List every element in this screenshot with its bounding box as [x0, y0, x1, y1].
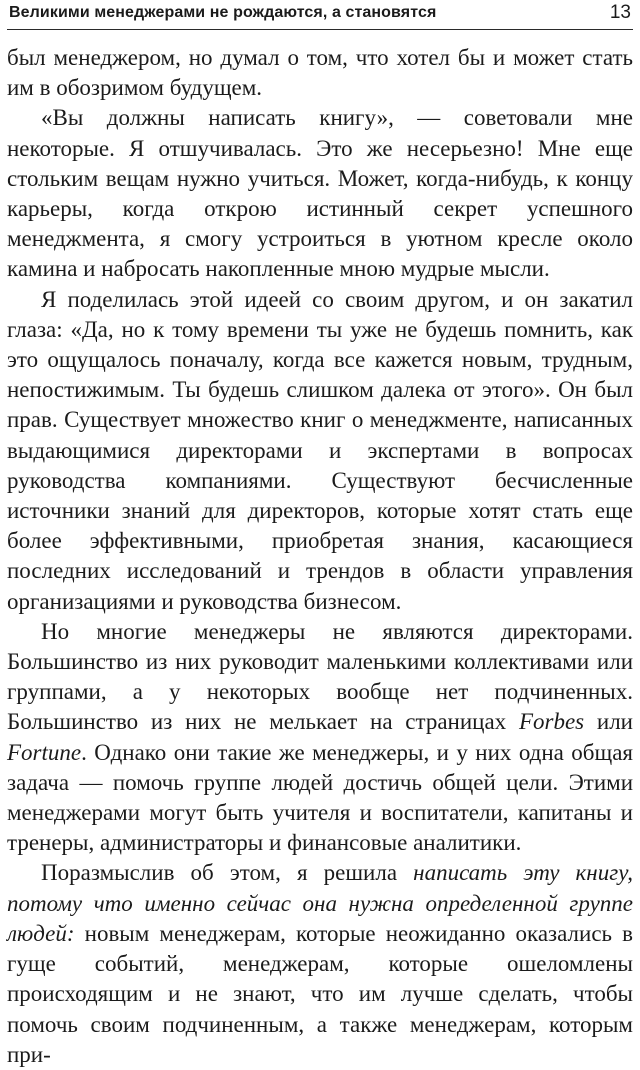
paragraph-5-emphasis: написать эту книгу, потому что именно сейчас она нужна определенной группе людей: [7, 860, 634, 946]
paragraph-4-text-c: . Однако они такие же менеджеры, и у них одна общая задача — помочь группе людей достичь общей цели. Этими менеджерами могут быть учителя и воспитатели, капитаны и тренеры, администраторы и финансовые аналитики. [7, 739, 633, 856]
fortune-title: Fortune [7, 739, 82, 765]
chapter-title: Великими менеджерами не рождаются, а становятся [9, 4, 437, 21]
paragraph-3: Я поделилась этой идеей со своим другом, и он закатил глаза: «Да, но к тому времени ты уже не будешь помнить, как это ощущалось поначалу, когда все кажется новым, трудным, непостижимым. Ты будешь слишком далека от этого». Он был прав. Существует множество книг о менеджменте, написанных выдающимися директорами и экспертами в вопросах руководства компаниями. Существуют бесчисленные источники знаний для директоров, которые хотят стать еще более эффективными, приобретая знания, касающиеся последних исследований и трендов в области управления организациями и руководства бизнесом. [7, 286, 633, 614]
paragraph-5-text-b: новым менеджерам, которые неожиданно оказались в гуще событий, менеджерам, которые ошеломлены происходящим и не знают, что им лучше сделать, чтобы помочь своим подчиненным, а также менеджерам, которым при- [7, 920, 633, 1067]
paragraph-4-text-b: или [584, 709, 633, 735]
paragraph-5-text-a: Поразмыслив об этом, я решила [41, 860, 414, 886]
paragraph-2: «Вы должны написать книгу», — советовали мне некоторые. Я отшучивалась. Это же несерьезно! Мне еще стольким вещам нужно учиться. Может, когда-нибудь, к концу карьеры, когда открою истинный секрет успешного менеджмента, я смогу устроиться в уютном кресле около камина и набросать накопленные мною мудрые мысли. [7, 105, 633, 282]
paragraph-4 [7, 617, 633, 859]
running-header [7, 0, 633, 30]
body-text [7, 43, 633, 1070]
paragraph-1: был менеджером, но думал о том, что хотел бы и может стать им в обозримом будущем. [7, 45, 633, 101]
forbes-title: Forbes [518, 709, 585, 735]
paragraph-5 [7, 858, 633, 1069]
paragraph-4-text-a: Но многие менеджеры не являются директорами. Большинство из них руководит маленькими коллективами или группами, а у некоторых вообще нет подчиненных. Большинство из них не мелькает на страницах [7, 618, 633, 735]
page-number: 13 [609, 2, 631, 23]
